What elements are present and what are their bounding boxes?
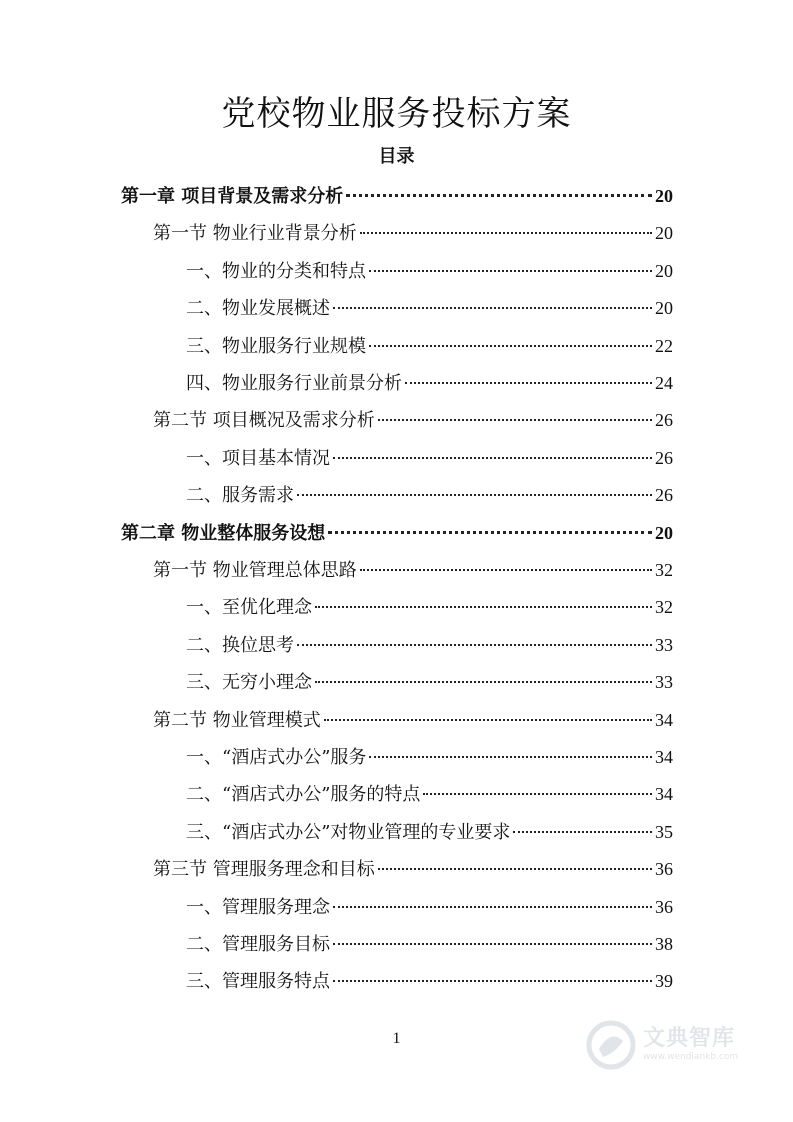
toc-dot-leader xyxy=(369,756,652,758)
toc-subsection[interactable] xyxy=(186,328,673,365)
toc-entry-label: 一、“酒店式办公”服务 xyxy=(186,747,367,768)
toc-entry-label: 二、管理服务目标 xyxy=(186,934,330,955)
toc-entry-page: 26 xyxy=(655,485,673,506)
toc-entry-page: 38 xyxy=(655,934,673,954)
toc-dot-leader xyxy=(346,194,652,197)
toc-entry-page: 34 xyxy=(655,784,673,805)
toc-entry-page: 33 xyxy=(655,672,673,693)
toc-dot-leader xyxy=(369,345,652,347)
toc-entry-label: 第一节 物业管理总体思路 xyxy=(153,560,357,581)
toc-dot-leader xyxy=(423,793,652,795)
toc-dot-leader xyxy=(315,606,652,608)
toc-entry-label: 第一章 项目背景及需求分析 xyxy=(121,186,344,207)
toc-dot-leader xyxy=(369,270,652,272)
toc-entry-page: 26 xyxy=(655,447,673,468)
toc-section[interactable] xyxy=(153,851,673,888)
toc-dot-leader xyxy=(378,419,652,421)
toc-entry-label: 第二节 项目概况及需求分析 xyxy=(153,410,375,432)
toc-subsection[interactable] xyxy=(186,477,673,514)
toc-subsection[interactable] xyxy=(186,889,673,926)
toc-entry-label: 二、换位思考 xyxy=(186,634,294,656)
toc-entry-label: 一、项目基本情况 xyxy=(186,447,330,469)
toc-subsection[interactable] xyxy=(186,776,673,813)
toc-entry-page: 20 xyxy=(655,298,673,319)
toc-subsection[interactable] xyxy=(186,253,673,290)
toc-dot-leader xyxy=(333,457,652,459)
toc-dot-leader xyxy=(360,569,652,571)
document-title: 党校物业服务投标方案 xyxy=(221,94,572,134)
toc-dot-leader xyxy=(333,980,652,982)
toc-entry-label: 二、“酒店式办公”服务的特点 xyxy=(186,784,421,806)
toc-entry-label: 三、无穷小理念 xyxy=(186,672,312,694)
toc-dot-leader xyxy=(405,382,652,384)
toc-subsection[interactable] xyxy=(186,440,673,477)
toc-entry-label: 二、物业发展概述 xyxy=(186,298,330,320)
watermark-url: www.wendiankb.com xyxy=(643,1052,739,1062)
toc-entry-label: 一、至优化理念 xyxy=(186,597,312,619)
toc-entry-page: 34 xyxy=(655,709,673,730)
toc-dot-leader xyxy=(513,831,652,833)
toc-chapter[interactable] xyxy=(121,178,673,215)
toc-dot-leader xyxy=(297,494,652,496)
toc-dot-leader xyxy=(297,644,652,646)
toc-entry-label: 第二章 物业整体服务设想 xyxy=(121,522,326,544)
toc-entry-label: 三、管理服务特点 xyxy=(186,971,330,993)
watermark-logo-icon xyxy=(585,1019,637,1071)
toc-subsection[interactable] xyxy=(186,814,673,851)
toc-section[interactable] xyxy=(153,402,673,439)
toc-entry-page: 32 xyxy=(655,597,673,618)
toc-entry-page: 20 xyxy=(655,522,673,543)
page-number: 1 xyxy=(392,1030,401,1047)
toc-entry-label: 二、服务需求 xyxy=(186,485,294,507)
toc-entry-label: 一、管理服务理念 xyxy=(186,896,330,918)
toc-entry-page: 36 xyxy=(655,859,673,880)
toc-heading: 目录 xyxy=(378,146,415,167)
toc-entry-page: 20 xyxy=(655,260,673,281)
toc-dot-leader xyxy=(333,307,652,309)
toc-entry-label: 一、物业的分类和特点 xyxy=(186,260,366,282)
toc-entry-label: 四、物业服务行业前景分析 xyxy=(186,373,402,394)
watermark-text: 文典智库 xyxy=(643,1026,736,1051)
toc-dot-leader xyxy=(315,681,652,683)
toc-subsection[interactable] xyxy=(186,589,673,626)
toc-entry-page: 35 xyxy=(655,821,673,842)
watermark xyxy=(585,1015,755,1075)
toc-dot-leader xyxy=(333,906,652,908)
toc-subsection[interactable] xyxy=(186,739,673,776)
toc-entry-page: 32 xyxy=(655,560,673,580)
toc-subsection[interactable] xyxy=(186,627,673,664)
toc-chapter[interactable] xyxy=(121,515,673,552)
toc-subsection[interactable] xyxy=(186,290,673,327)
toc-dot-leader xyxy=(324,719,652,721)
toc-entry-page: 22 xyxy=(655,335,673,356)
toc-dot-leader xyxy=(333,943,652,945)
toc-entry-page: 24 xyxy=(655,373,673,393)
toc-entry-label: 三、物业服务行业规模 xyxy=(186,335,366,357)
toc-section[interactable] xyxy=(153,552,673,589)
toc-entry-page: 34 xyxy=(655,747,673,767)
toc-dot-leader xyxy=(378,868,652,870)
toc-entry-page: 36 xyxy=(655,896,673,917)
toc-subsection[interactable] xyxy=(186,664,673,701)
toc-entry-page: 33 xyxy=(655,634,673,655)
toc-entry-label: 第二节 物业管理模式 xyxy=(153,709,321,731)
toc-entry-page: 20 xyxy=(655,223,673,244)
toc-subsection[interactable] xyxy=(186,365,673,402)
toc-entry-label: 第三节 管理服务理念和目标 xyxy=(153,859,375,881)
toc-subsection[interactable] xyxy=(186,963,673,1000)
toc-entry-label: 三、“酒店式办公”对物业管理的专业要求 xyxy=(186,821,511,843)
toc-entry-page: 26 xyxy=(655,410,673,431)
toc-entry-label: 第一节 物业行业背景分析 xyxy=(153,223,357,245)
toc-section[interactable] xyxy=(153,702,673,739)
toc-entry-page: 20 xyxy=(655,186,673,206)
toc-dot-leader xyxy=(328,531,652,534)
toc-dot-leader xyxy=(360,232,652,234)
toc-entry-page: 39 xyxy=(655,971,673,992)
toc-section[interactable] xyxy=(153,215,673,252)
toc-subsection[interactable] xyxy=(186,926,673,963)
